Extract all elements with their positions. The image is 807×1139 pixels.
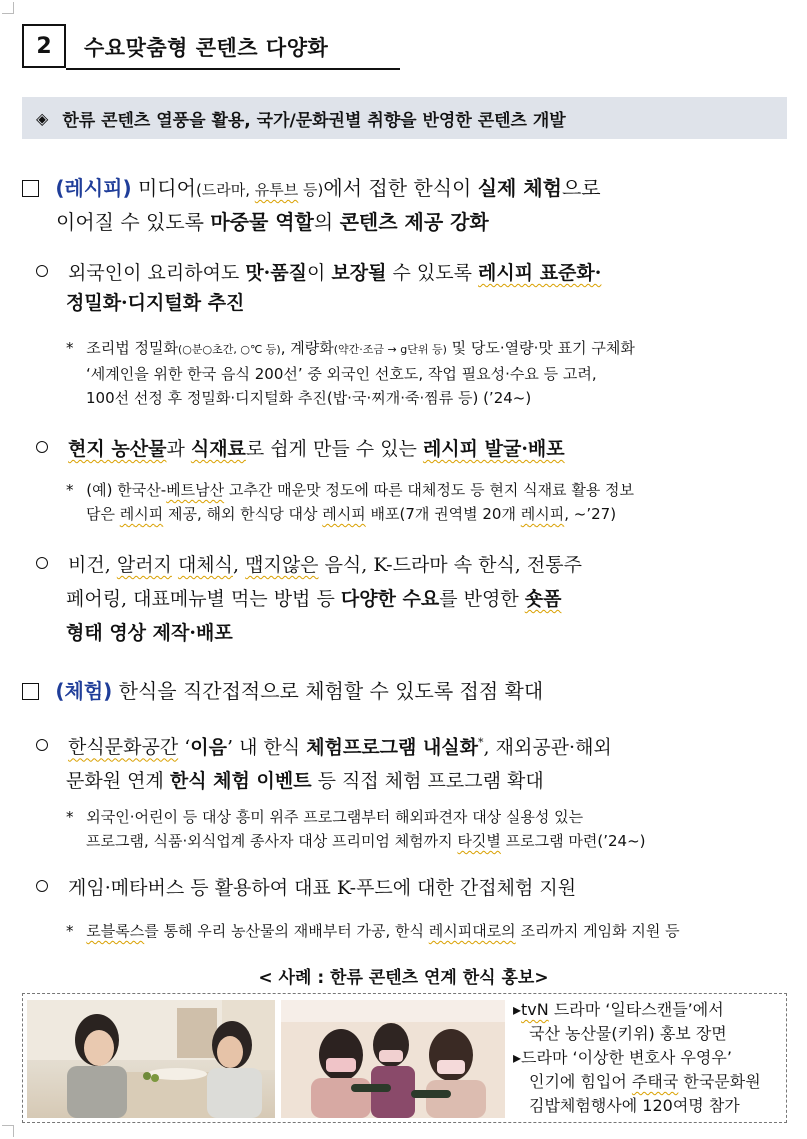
rb3-l1-a: 비건, [68, 554, 117, 576]
recipe-l2-a: 이어질 수 있도록 [56, 210, 211, 234]
eb1-l1-e: 체험프로그램 내실화 [306, 736, 479, 759]
eb1-l1-f: * [478, 736, 484, 749]
corner-mark-bottom-left [2, 1125, 14, 1137]
rb3-l3: 형태 영상 제작·배포 [66, 622, 233, 644]
eb1-l1-b: ‘ [178, 736, 191, 759]
rb1-l2: 정밀화·디지털화 추진 [66, 292, 245, 314]
ex2-l1: 드라마 ‘이상한 변호사 우영우’ [521, 1048, 732, 1067]
rn1-l1-a: 조리법 정밀화 [86, 339, 178, 357]
note-asterisk: * [66, 922, 74, 940]
recipe-l1-youtube: 유투브 [254, 181, 299, 199]
checkbox-square-icon [22, 683, 39, 700]
rn2-l2-c: 제공, 해외 한식당 대상 [163, 505, 323, 523]
section-title: 수요맞춤형 콘텐츠 다양화 [84, 36, 329, 60]
en2-d: 조리까지 게임화 지원 등 [515, 922, 680, 940]
rb3-l2-d: 숏폼 [524, 588, 562, 610]
recipe-bullet-2 [36, 434, 796, 464]
example-caption: < 사례 : 한류 콘텐츠 연계 한식 홍보> [258, 968, 549, 988]
rn2-l2-g: , ~’27) [564, 505, 617, 523]
kimbap-event-photo [281, 1000, 505, 1118]
experience-note-1 [66, 805, 796, 853]
en1-l2-a: 프로그램, 식품·외식업계 종사자 대상 프리미엄 체험까지 [86, 832, 458, 850]
rb3-l1-g: 음식, K-드라마 속 한식, 전통주 [318, 554, 582, 576]
subheading-band [22, 97, 787, 139]
rb1-l1-f: 레시피 표준화· [478, 262, 602, 284]
recipe-l1-f: 실제 체험 [477, 176, 562, 200]
rb3-l1-d: 대체식 [177, 554, 234, 576]
rn1-l3: 100선 선정 후 정밀화·디지털화 추진(밥·국·찌개·죽·찜류 등) (’24~) [86, 389, 532, 407]
recipe-l1-d: 등) [298, 181, 324, 199]
ex1-l1-b: 드라마 ‘일타스캔들’에서 [548, 1000, 724, 1019]
circle-bullet-icon [36, 441, 48, 453]
experience-bullet-2 [36, 873, 796, 903]
en1-l2-c: 프로그램 마련(’24~) [500, 832, 646, 850]
rn2-l2-a: 담은 [86, 505, 120, 523]
recipe-l1-a: 미디어 [131, 176, 196, 200]
eb1-l1-c: 이음 [190, 736, 227, 759]
circle-bullet-icon [36, 880, 48, 892]
rn2-l2-f: 레시피 [520, 505, 565, 523]
section-header [22, 24, 402, 70]
recipe-bullet-1 [36, 258, 796, 318]
eb1-l1-g: , 재외공관·해외 [483, 736, 612, 759]
circle-bullet-icon [36, 739, 48, 751]
recipe-l2-c: 의 [313, 210, 340, 234]
experience-line: 한식을 직간접적으로 체험할 수 있도록 접점 확대 [112, 679, 544, 703]
ex2-l2-b: 주태국 [631, 1072, 679, 1091]
rn1-l1-d: (약간·조금 → g단위 등) [333, 343, 447, 356]
recipe-heading [22, 173, 792, 237]
en2-c: 레시피대로의 [428, 922, 516, 940]
diamond-bullet-icon: ◈ [36, 108, 49, 128]
rn1-l1-e: 및 당도·열량·맛 표기 구체화 [446, 339, 635, 357]
recipe-tag: (레시피) [55, 176, 132, 200]
note-asterisk: * [66, 481, 74, 499]
recipe-note-2 [66, 478, 796, 526]
ex2-l2-a: 인기에 힘입어 [529, 1072, 632, 1091]
rn2-l2-d: 레시피 [322, 505, 366, 523]
rb2-l1-e: 레시피 발굴·배포 [422, 438, 565, 460]
rn2-l2-b: 레시피 [119, 505, 164, 523]
experience-note-2 [66, 919, 796, 943]
ex1-l1-a: tvN [521, 1000, 549, 1019]
eb1-l2-a: 문화원 연계 [66, 770, 170, 793]
rb1-l1-c: 이 [307, 262, 332, 284]
rb2-l1-d: 로 쉽게 만들 수 있는 [245, 438, 423, 460]
subheading-text: 한류 콘텐츠 열풍을 활용, 국가/문화권별 취향을 반영한 콘텐츠 개발 [62, 110, 566, 131]
rn2-l1-a: (예) 한국산- [86, 481, 167, 499]
example-box [22, 993, 787, 1123]
rb1-l1-d: 보장될 [331, 262, 387, 284]
checkbox-square-icon [22, 180, 39, 197]
example-item-1 [513, 998, 783, 1022]
note-asterisk: * [66, 808, 74, 826]
rb2-l1-a: 현지 농산물 [68, 438, 167, 460]
example-description [513, 998, 783, 1118]
en2-b: 를 통해 우리 농산물의 재배부터 가공, 한식 [144, 922, 429, 940]
experience-bullet-1 [36, 728, 796, 796]
recipe-note-1 [66, 336, 796, 410]
recipe-bullet-3 [36, 548, 796, 650]
ex2-l2-c: 한국문화원 [678, 1072, 761, 1091]
circle-bullet-icon [36, 557, 48, 569]
rb2-l1-b: 과 [166, 438, 191, 460]
rb3-l2-b: 다양한 수요 [340, 588, 440, 610]
kimbap-event-illustration [281, 1000, 505, 1118]
ex2-l3: 김밥체험행사에 120여명 참가 [529, 1096, 740, 1115]
ex1-l2: 국산 농산물(키위) 홍보 장면 [529, 1024, 727, 1043]
section-number: 2 [22, 24, 66, 68]
circle-bullet-icon [36, 265, 48, 277]
eb1-l2-c: 등 직접 체험 프로그램 확대 [311, 770, 544, 793]
drama-scene-photo [27, 1000, 275, 1118]
eb2-line: 게임·메타버스 등 활용하여 대표 K-푸드에 대한 간접체험 지원 [68, 877, 577, 899]
rb3-l2-c: 를 반영한 [439, 588, 525, 610]
rn1-l1-c: , 계량화 [280, 339, 334, 357]
rb1-l1-b: 맛·품질 [245, 262, 307, 284]
rb2-l1-c: 식재료 [190, 438, 246, 460]
rb1-l1-e: 수 있도록 [386, 262, 479, 284]
drama-scene-illustration [27, 1000, 275, 1118]
recipe-l2-b: 마중물 역할 [210, 210, 314, 234]
rn2-l1-c: 고추간 매운맛 정도에 따른 대체정도 등 현지 식재료 활용 정보 [224, 481, 635, 499]
rn1-l1-b: (○분○초간, ○℃ 등) [178, 343, 281, 356]
rb3-l1-f: 맵지않은 [245, 554, 319, 576]
en1-l2-b: 타깃별 [457, 832, 501, 850]
rn2-l2-e: 배포(7개 권역별 20개 [365, 505, 521, 523]
eb1-l1-a: 한식문화공간 [68, 736, 179, 759]
example-item-2 [513, 1046, 783, 1070]
triangle-bullet-icon: ▸ [513, 1048, 522, 1067]
experience-tag: (체험) [55, 679, 113, 703]
en1-l1: 외국인·어린이 등 대상 흥미 위주 프로그램부터 해외파견자 대상 실용성 있는 [86, 808, 584, 826]
recipe-l2-d: 콘텐츠 제공 강화 [339, 210, 489, 234]
rb3-l2-a: 페어링, 대표메뉴별 먹는 방법 등 [66, 588, 341, 610]
rb1-l1-a: 외국인이 요리하여도 [68, 262, 246, 284]
eb1-l1-d: ’ 내 한식 [226, 736, 307, 759]
note-asterisk: * [66, 339, 74, 357]
rb3-l1-b: 알러지 [116, 554, 172, 576]
rn1-l2: ‘세계인을 위한 한국 음식 200선’ 중 외국인 선호도, 작업 필요성·수요 등 고려, [86, 365, 597, 383]
corner-mark-top-left [2, 2, 14, 14]
recipe-l1-e: 에서 접한 한식이 [323, 176, 478, 200]
recipe-l1-g: 으로 [561, 176, 601, 200]
en2-a: 로블록스 [86, 922, 145, 940]
recipe-l1-b: (드라마, [195, 181, 255, 199]
triangle-bullet-icon: ▸ [513, 1000, 522, 1019]
experience-heading [22, 676, 792, 706]
rn2-l1-b: 베트남산 [166, 481, 225, 499]
header-underline [66, 68, 400, 70]
rb3-l1-e: , [233, 554, 246, 576]
eb1-l2-b: 한식 체험 이벤트 [169, 770, 312, 793]
